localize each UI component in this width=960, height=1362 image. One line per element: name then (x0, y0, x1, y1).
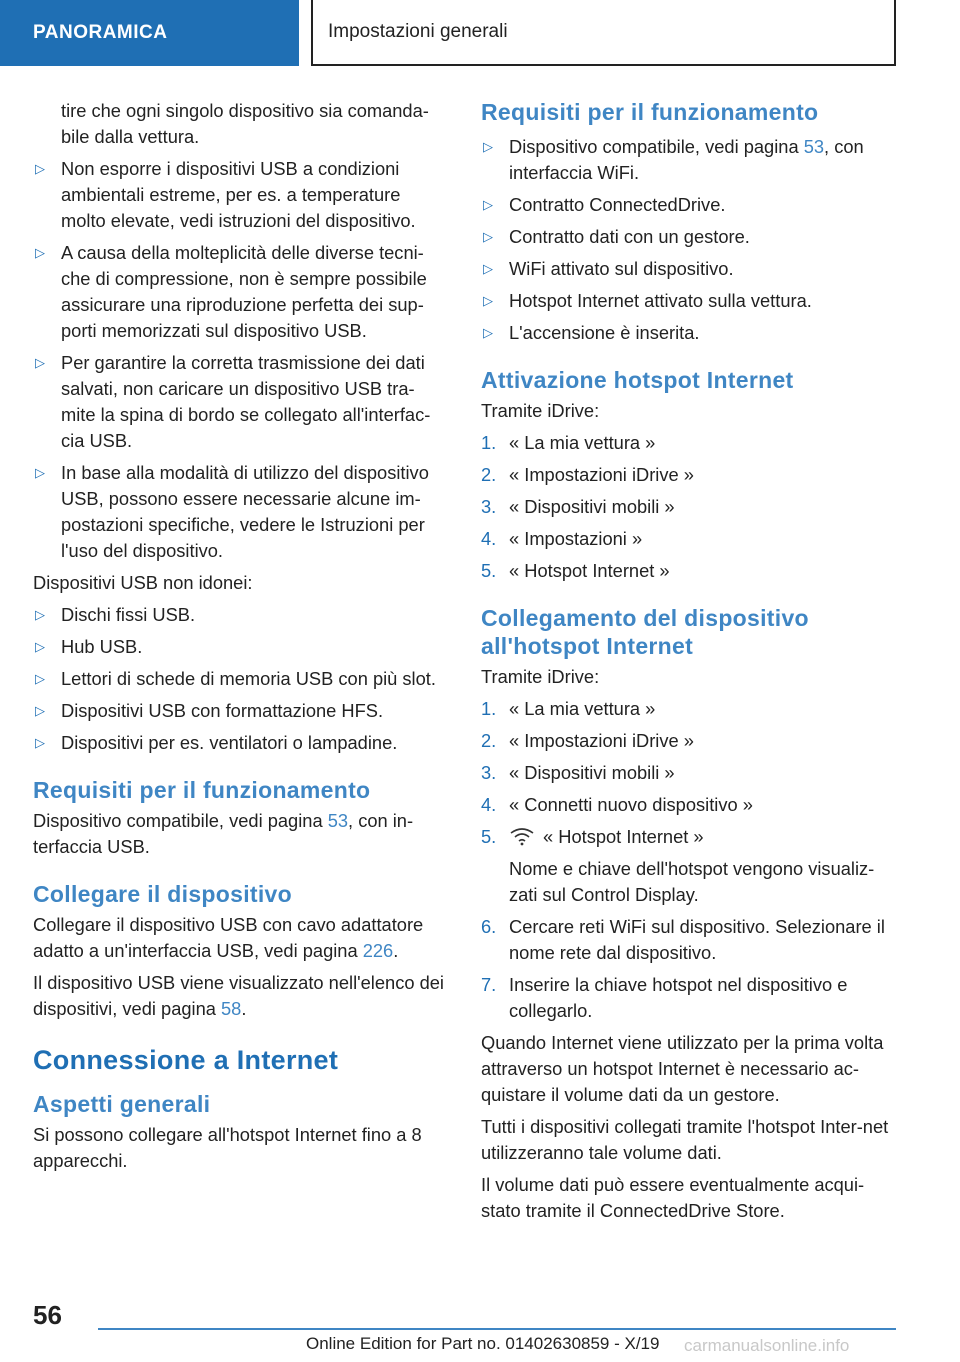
page-link[interactable]: 53 (327, 810, 349, 831)
triangle-bullet-icon: ▷ (35, 703, 45, 718)
list-item: ▷ Contratto ConnectedDrive. (481, 192, 901, 218)
list-item: ▷ Lettori di schede di memoria USB con più slot. (33, 666, 447, 692)
requirements-text: Dispositivo compatibile, vedi pagina 53, con in-terfaccia USB. (33, 810, 414, 857)
paragraph: Tutti i dispositivi collegati tramite l'hotspot Inter-net utilizzeranno tale volume dati. (481, 1116, 889, 1163)
step-item: 3. « Dispositivi mobili » (481, 496, 675, 517)
listed-text: Il dispositivo USB viene visualizzato nell'elenco dei dispositivi, vedi pagina 58. (33, 972, 444, 1019)
general-heading: Aspetti generali (33, 1091, 211, 1117)
watermark: carmanualsonline.info (684, 1336, 850, 1355)
step-item: 1. « La mia vettura » (481, 698, 656, 719)
internet-heading: Connessione a Internet (33, 1045, 339, 1075)
wifi-icon (509, 826, 535, 846)
triangle-bullet-icon: ▷ (35, 639, 45, 654)
triangle-bullet-icon: ▷ (35, 671, 45, 686)
step-item: 1. « La mia vettura » (481, 432, 656, 453)
triangle-bullet-icon: ▷ (35, 735, 45, 750)
triangle-bullet-icon: ▷ (35, 245, 45, 260)
page-link[interactable]: 58 (221, 998, 242, 1019)
triangle-bullet-icon: ▷ (483, 293, 493, 308)
triangle-bullet-icon: ▷ (483, 261, 493, 276)
general-text: Si possono collegare all'hotspot Internet fino a 8 apparecchi. (33, 1124, 422, 1171)
requirements-heading: Requisiti per il funzionamento (33, 777, 371, 803)
step-item: 4. « Impostazioni » (481, 528, 643, 549)
triangle-bullet-icon: ▷ (483, 139, 493, 154)
list-item: ▷ Non esporre i dispositivi USB a condizioni ambientali estreme, per es. a temperature molto elevate, vedi istruzioni del dispositivo. (35, 158, 416, 231)
step-item: 2. « Impostazioni iDrive » (481, 730, 694, 751)
unsuitable-label: Dispositivi USB non idonei: (33, 572, 253, 593)
right-column (481, 98, 901, 1230)
intro-text: tire che ogni singolo dispositivo sia comanda-bile dalla vettura. (61, 100, 429, 147)
triangle-bullet-icon: ▷ (483, 197, 493, 212)
list-item: ▷ Dispositivi per es. ventilatori o lampadine. (33, 730, 447, 756)
step-item: 7. Inserire la chiave hotspot nel dispositivo e collegarlo. (481, 974, 848, 1021)
connect-text: Collegare il dispositivo USB con cavo adattatore adatto a un'interfaccia USB, vedi pagina 226. (33, 914, 424, 961)
triangle-bullet-icon: ▷ (35, 355, 45, 370)
step-item: 6. Cercare reti WiFi sul dispositivo. Selezionare il nome rete dal dispositivo. (481, 916, 885, 963)
footer-divider (98, 1328, 896, 1330)
list-item: ▷ Dispositivi USB con formattazione HFS. (33, 698, 447, 724)
paragraph: Quando Internet viene utilizzato per la prima volta attraverso un hotspot Internet è necessario ac-quistare il volume dati da un gestore. (481, 1032, 884, 1105)
page-link[interactable]: 226 (362, 940, 394, 961)
requirements-heading: Requisiti per il funzionamento (481, 99, 819, 125)
triangle-bullet-icon: ▷ (483, 325, 493, 340)
page-number: 56 (33, 1300, 62, 1330)
list-item: ▷ Dispositivo compatibile, vedi pagina 53, con interfaccia WiFi. (483, 136, 864, 183)
link-via: Tramite iDrive: (481, 666, 600, 687)
list-item: ▷ Dischi fissi USB. (33, 602, 447, 628)
list-item: ▷ Hub USB. (33, 634, 447, 660)
section-title: PANORAMICA (33, 22, 168, 43)
step-item: 4. « Connetti nuovo dispositivo » (481, 794, 753, 815)
connect-heading: Collegare il dispositivo (33, 881, 292, 907)
step-item: 3. « Dispositivi mobili » (481, 762, 675, 783)
step-item: 5. « Hotspot Internet » (481, 560, 670, 581)
activate-heading: Attivazione hotspot Internet (481, 367, 794, 393)
left-column (33, 98, 447, 1180)
chapter-box (311, 0, 896, 66)
step-item: 2. « Impostazioni iDrive » (481, 464, 694, 485)
list-item: ▷ Hotspot Internet attivato sulla vettura. (481, 288, 901, 314)
edition-text: Online Edition for Part no. 01402630859 - X/19 (306, 1334, 660, 1353)
section-tab (0, 0, 299, 66)
list-item: ▷ WiFi attivato sul dispositivo. (481, 256, 901, 282)
list-item: ▷ Contratto dati con un gestore. (481, 224, 901, 250)
link-device-heading: Collegamento del dispositivo all'hotspot Internet (481, 605, 809, 659)
triangle-bullet-icon: ▷ (35, 465, 45, 480)
list-item: ▷ Per garantire la corretta trasmissione dei dati salvati, non caricare un dispositivo USB tra-mite la spina di bordo se collegato all'interfac-cia USB. (35, 352, 431, 451)
page-link[interactable]: 53 (803, 136, 825, 157)
paragraph: Il volume dati può essere eventualmente acqui-stato tramite il ConnectedDrive Store. (481, 1174, 865, 1221)
list-item: ▷ A causa della molteplicità delle diverse tecni-che di compressione, non è sempre possibile assicurare una riproduzione perfetta dei sup-porti memorizzati sul dispositivo USB. (35, 242, 427, 341)
step-note: Nome e chiave dell'hotspot vengono visualiz-zati sul Control Display. (509, 858, 875, 905)
triangle-bullet-icon: ▷ (35, 161, 45, 176)
triangle-bullet-icon: ▷ (483, 229, 493, 244)
list-item: ▷ In base alla modalità di utilizzo del dispositivo USB, possono essere necessarie alcune im-postazioni specifiche, vedere le Istruzioni per l'uso del dispositivo. (35, 462, 429, 561)
triangle-bullet-icon: ▷ (35, 607, 45, 622)
step-item: 5. « Hotspot Internet » Nome e chiave dell'hotspot vengono visualiz-zati sul Control Display. (481, 824, 901, 908)
activate-via: Tramite iDrive: (481, 400, 600, 421)
list-item: ▷ L'accensione è inserita. (481, 320, 901, 346)
chapter-title: Impostazioni generali (328, 21, 508, 42)
